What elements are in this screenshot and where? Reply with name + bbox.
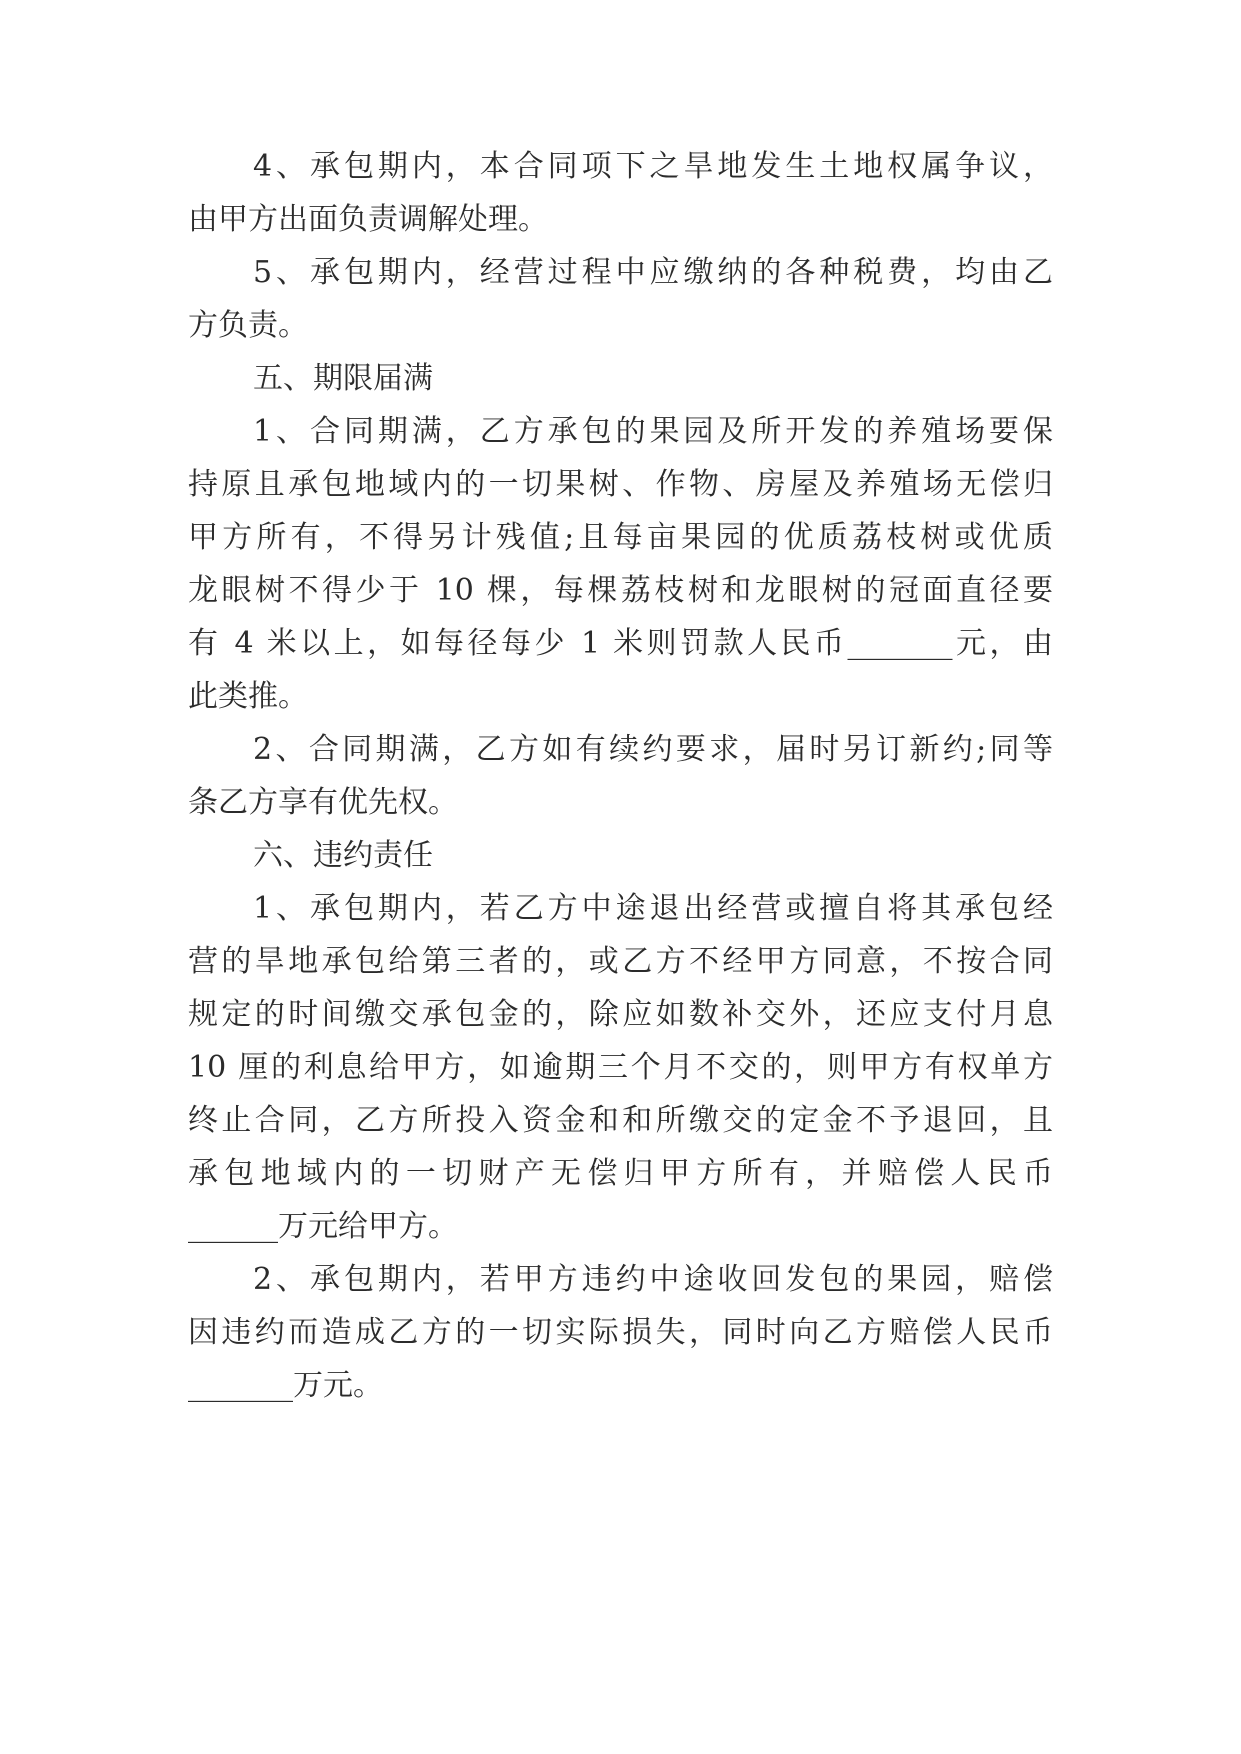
section-6-item-2-line-1: 2、承包期内，若甲方违约中途收回发包的果园，赔偿 — [253, 1262, 1053, 1297]
section-6-item-1-line-7: ______万元给甲方。 — [188, 1209, 458, 1244]
section-6-item-1-line-3: 规定的时间缴交承包金的，除应如数补交外，还应支付月息 — [188, 997, 1053, 1032]
clause-4-line-2: 由甲方出面负责调解处理。 — [188, 202, 548, 237]
section-5-item-1-line-5: 有 4 米以上，如每径每少 1 米则罚款人民币_______元，由 — [188, 626, 1053, 661]
section-6-item-1-line-4: 10 厘的利息给甲方，如逾期三个月不交的，则甲方有权单方 — [188, 1050, 1053, 1085]
clause-5-line-2: 方负责。 — [188, 308, 308, 343]
section-6-item-1-line-1: 1、承包期内，若乙方中途退出经营或擅自将其承包经 — [253, 891, 1053, 926]
section-5-item-1-line-4: 龙眼树不得少于 10 棵，每棵荔枝树和龙眼树的冠面直径要 — [188, 573, 1053, 608]
clause-5-line-1: 5、承包期内，经营过程中应缴纳的各种税费，均由乙 — [253, 255, 1053, 290]
section-6-heading: 六、违约责任 — [253, 838, 433, 873]
clause-4-line-1: 4、承包期内，本合同项下之旱地发生土地权属争议， — [253, 149, 1053, 184]
section-6-item-1-line-6: 承包地域内的一切财产无偿归甲方所有，并赔偿人民币 — [188, 1156, 1053, 1191]
section-5-heading: 五、期限届满 — [253, 361, 433, 396]
section-5-item-2-line-2: 条乙方享有优先权。 — [188, 785, 458, 820]
section-6-item-2-line-2: 因违约而造成乙方的一切实际损失，同时向乙方赔偿人民币 — [188, 1315, 1053, 1350]
section-5-item-1-line-1: 1、合同期满，乙方承包的果园及所开发的养殖场要保 — [253, 414, 1053, 449]
section-5-item-1-line-3: 甲方所有，不得另计残值;且每亩果园的优质荔枝树或优质 — [188, 520, 1053, 555]
section-5-item-1-line-2: 持原且承包地域内的一切果树、作物、房屋及养殖场无偿归 — [188, 467, 1053, 502]
section-6-item-2-line-3: _______万元。 — [188, 1368, 383, 1403]
section-6-item-1-line-2: 营的旱地承包给第三者的，或乙方不经甲方同意，不按合同 — [188, 944, 1053, 979]
section-5-item-2-line-1: 2、合同期满，乙方如有续约要求，届时另订新约;同等 — [253, 732, 1053, 767]
section-5-item-1-line-6: 此类推。 — [188, 679, 308, 714]
section-6-item-1-line-5: 终止合同，乙方所投入资金和和所缴交的定金不予退回，且 — [188, 1103, 1053, 1138]
